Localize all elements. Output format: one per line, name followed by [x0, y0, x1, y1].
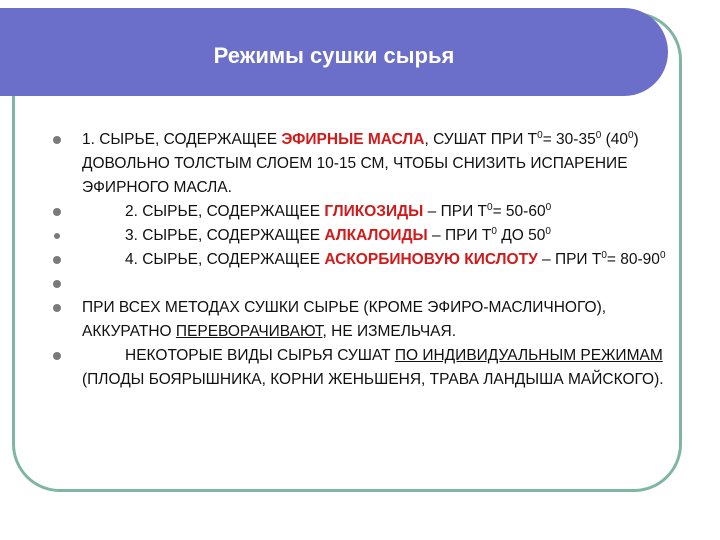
highlight-text: АЛКАЛОИДЫ: [324, 227, 428, 244]
item-text: = 50-60: [492, 203, 546, 220]
item-text: ДО 50: [496, 227, 546, 244]
bullet-icon: [53, 280, 61, 288]
list-item: [52, 200, 672, 224]
list-item-empty: [52, 272, 672, 296]
item-text: 3. СЫРЬЕ, СОДЕРЖАЩЕЕ: [125, 227, 325, 244]
superscript: 0: [659, 249, 666, 261]
bullet-icon: [53, 352, 61, 360]
list-item: [52, 344, 672, 392]
superscript: 0: [487, 201, 493, 213]
highlight-text: ЭФИРНЫЕ МАСЛА: [281, 131, 425, 148]
item-text: = 80-90: [606, 251, 660, 268]
underlined-text: ПО ИНДИВИДУАЛЬНЫМ РЕЖИМАМ: [394, 347, 663, 364]
slide-title: Режимы сушки сырья: [213, 43, 455, 68]
list-item: [52, 128, 672, 200]
highlight-text: АСКОРБИНОВУЮ КИСЛОТУ: [324, 251, 538, 268]
bullet-icon: [54, 233, 60, 239]
list-item: [52, 224, 672, 248]
superscript: 0: [545, 225, 551, 237]
highlight-text: ГЛИКОЗИДЫ: [324, 203, 424, 220]
item-text: 4. СЫРЬЕ, СОДЕРЖАЩЕЕ: [125, 251, 325, 268]
item-text: – ПРИ Т: [427, 227, 492, 244]
item-text: (40: [601, 131, 628, 148]
bullet-icon: [53, 304, 61, 312]
item-text: ПРИ ВСЕХ МЕТОДАХ СУШКИ СЫРЬЕ (КРОМЕ ЭФИРО-МАСЛИЧНОГО), АККУРАТНО: [82, 299, 607, 340]
title-bar: [0, 8, 668, 96]
bullet-icon: [53, 256, 61, 264]
list-item: [52, 296, 672, 344]
superscript: 0: [491, 225, 497, 237]
item-text: (ПЛОДЫ БОЯРЫШНИКА, КОРНИ ЖЕНЬШЕНЯ, ТРАВА ЛАНДЫША МАЙСКОГО).: [82, 371, 664, 388]
item-text: 1. СЫРЬЕ, СОДЕРЖАЩЕЕ: [82, 131, 282, 148]
list-item: [52, 248, 672, 272]
item-text: НЕКОТОРЫЕ ВИДЫ СЫРЬЯ СУШАТ: [125, 347, 395, 364]
underlined-text: ПЕРЕВОРАЧИВАЮТ: [175, 323, 323, 340]
superscript: 0: [537, 129, 543, 141]
item-text: , СУШАТ ПРИ Т: [424, 131, 538, 148]
item-text: 2. СЫРЬЕ, СОДЕРЖАЩЕЕ: [125, 203, 325, 220]
superscript: 0: [545, 201, 552, 213]
item-text: – ПРИ Т: [423, 203, 487, 220]
bullet-icon: [53, 136, 61, 144]
superscript: 0: [627, 129, 634, 141]
item-text: – ПРИ Т: [537, 251, 602, 268]
bullet-icon: [53, 208, 61, 216]
item-text: , НЕ ИЗМЕЛЬЧАЯ.: [322, 323, 457, 340]
item-text: ) ДОВОЛЬНО ТОЛСТЫМ СЛОЕМ 10-15 СМ, ЧТОБЫ СНИЗИТЬ ИСПАРЕНИЕ ЭФИРНОГО МАСЛА.: [82, 131, 639, 196]
item-text: = 30-35: [542, 131, 596, 148]
slide-content: [52, 128, 672, 392]
superscript: 0: [601, 249, 607, 261]
title-divider: [42, 102, 637, 104]
superscript: 0: [595, 129, 602, 141]
